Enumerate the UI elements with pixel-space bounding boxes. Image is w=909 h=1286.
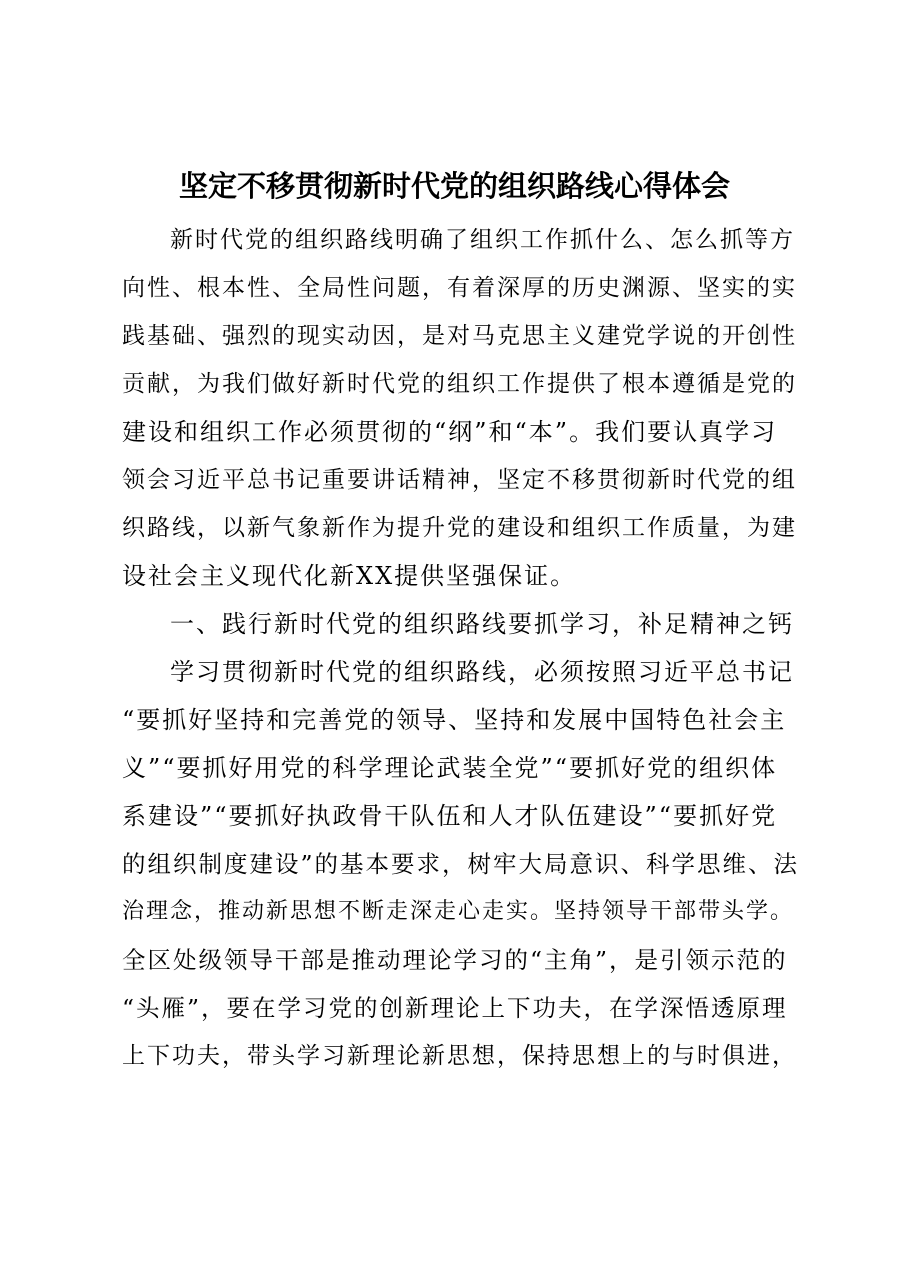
paragraph-line: 贡献，为我们做好新时代党的组织工作提供了根本遵循是党的 xyxy=(122,371,797,397)
paragraph-line: 新时代党的组织路线明确了组织工作抓什么、怎么抓等方 xyxy=(170,227,795,253)
paragraph-line: 全区处级领导干部是推动理论学习的“主角”，是引领示范的 xyxy=(122,946,788,974)
paragraph-line: “头雁”，要在学习党的创新理论上下功夫，在学深悟透原理 xyxy=(122,994,788,1022)
paragraph-line: 建设和组织工作必须贯彻的“纲”和“本”。我们要认真学习 xyxy=(122,418,778,446)
paragraph-line: 上下功夫，带头学习新理论新思想，保持思想上的与时俱进， xyxy=(122,1043,797,1069)
section-heading: 一、践行新时代党的组织路线要抓学习，补足精神之钙 xyxy=(170,610,794,638)
paragraph-line: 向性、根本性、全局性问题，有着深厚的历史渊源、坚实的实 xyxy=(122,275,797,301)
paragraph-line: 系建设”“要抓好执政骨干队伍和人才队伍建设”“要抓好党 xyxy=(122,802,778,830)
paragraph-line: 织路线，以新气象新作为提升党的建设和组织工作质量，为建 xyxy=(122,515,797,541)
document-title: 坚定不移贯彻新时代党的组织路线心得体会 xyxy=(178,169,730,203)
paragraph-line: 设社会主义现代化新XX提供坚强保证。 xyxy=(122,562,577,590)
paragraph-line: 义”“要抓好用党的科学理论武装全党”“要抓好党的组织体 xyxy=(122,754,778,782)
paragraph-line: 践基础、强烈的现实动因，是对马克思主义建党学说的开创性 xyxy=(122,323,797,349)
paragraph-line: 领会习近平总书记重要讲话精神，坚定不移贯彻新时代党的组 xyxy=(122,467,797,493)
paragraph-line: 治理念，推动新思想不断走深走心走实。坚持领导干部带头学。 xyxy=(122,899,795,924)
paragraph-line: 学习贯彻新时代党的组织路线，必须按照习近平总书记 xyxy=(170,658,794,686)
paragraph-line: 的组织制度建设”的基本要求，树牢大局意识、科学思维、法 xyxy=(122,850,800,878)
paragraph-line: “要抓好坚持和完善党的领导、坚持和发展中国特色社会主 xyxy=(122,706,787,734)
